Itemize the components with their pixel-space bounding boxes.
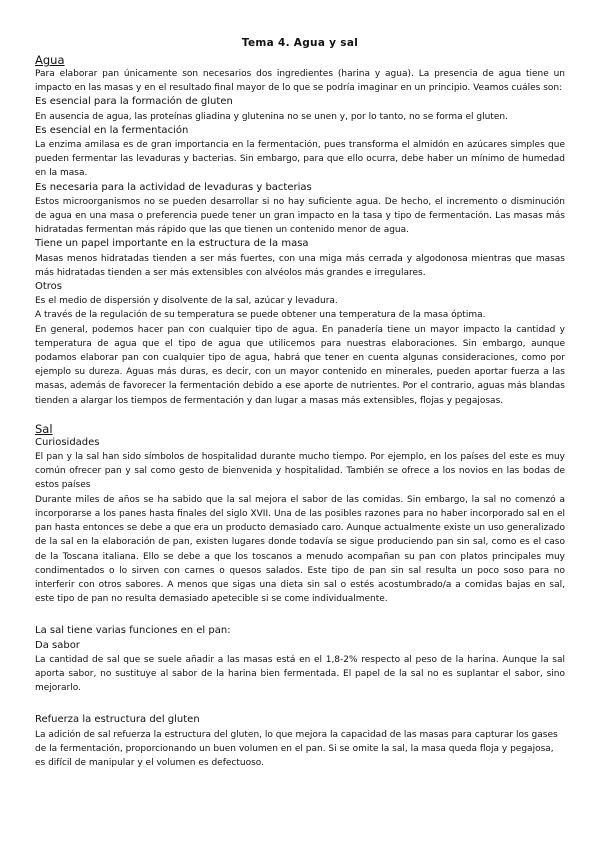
section-heading-sal: Sal — [35, 421, 53, 436]
subheading-fermentacion: Es esencial en la fermentación — [35, 124, 189, 136]
spacer — [35, 695, 565, 713]
document-page — [35, 36, 565, 770]
page-title: Tema 4. Agua y sal — [241, 37, 359, 49]
funciones-intro: La sal tiene varias funciones en el pan: — [35, 625, 231, 637]
subheading-estructura: Tiene un papel importante en la estructura de la masa — [35, 238, 309, 250]
subheading-sabor: Da sabor — [35, 639, 80, 651]
agua-intro: Para elaborar pan únicamente son necesarios dos ingredientes (harina y agua). La presencia de agua tiene un impacto en las masas y en el resultado final mayor de lo que se podría imaginar en un principio. Veamos cuáles son: — [35, 69, 565, 94]
paragraph: Masas menos hidratadas tienden a ser más fuertes, con una miga más cerrada y algodonosa mientras que masas más hidratadas tienden a ser más extensibles con alvéolos más grandes e irregulares. — [35, 253, 565, 278]
paragraph: En general, podemos hacer pan con cualquier tipo de agua. En panadería tiene un mayor impacto la cantidad y temperatura de agua que el tipo de agua que utilicemos para nuestras elaboraciones. Sin embargo, aunque podamos elaborar pan con cualquier tipo de agua, habrá que tener en cuenta algunas consideraciones, como por ejemplo su dureza. Aguas más duras, es decir, con un mayor contenido en minerales, pueden aportar fuerza a las masas, además de favorecer la fermentación debido a ese aporte de nutrientes. Por el contrario, aguas más blandas tienden a alargar los tiempos de fermentación y dan lugar a masas más extensibles, flojas y pegajosas. — [35, 324, 565, 406]
subheading-curiosidades: Curiosidades — [35, 436, 100, 448]
subheading-levaduras: Es necesaria para la actividad de levaduras y bacterias — [35, 181, 312, 193]
subheading-otros: Otros — [35, 281, 63, 293]
paragraph: La adición de sal refuerza la estructura del gluten, lo que mejora la capacidad de las masas para capturar los gases de la fermentación, proporcionando un buen volumen en el pan. Si se omite la sal, la masa queda floja y pegajosa, es difícil de manipular y el volumen es defectuoso. — [35, 729, 558, 768]
section-heading-agua: Agua — [35, 53, 65, 67]
paragraph: El pan y la sal han sido símbolos de hospitalidad durante mucho tiempo. Por ejemplo, en los países del este es muy común ofrecer pan y sal como gesto de bienvenida y hospitalidad. También se ofrece a los novios en las bodas de estos países — [35, 452, 565, 491]
paragraph: La enzima amilasa es de gran importancia en la fermentación, pues transforma el almidón en azúcares simples que pueden fermentar las levaduras y bacterias. Sin embargo, para que ello ocurra, debe haber un mínimo de humedad en la masa. — [35, 140, 565, 179]
paragraph: En ausencia de agua, las proteínas gliadina y glutenina no se unen y, por lo tanto, no se forma el gluten. — [35, 111, 508, 122]
spacer — [35, 606, 565, 624]
paragraph: A través de la regulación de su temperatura se puede obtener una temperatura de la masa óptima. — [35, 310, 486, 321]
subheading-gluten: Es esencial para la formación de gluten — [35, 96, 233, 108]
paragraph: La cantidad de sal que se suele añadir a las masas está en el 1,8-2% respecto al peso de la harina. Aunque la sal aporta sabor, no sustituye al sabor de la harina bien fermentada. El papel de la sal no es suplantar el sabor, sino mejorarlo. — [35, 654, 565, 694]
paragraph: Estos microorganismos no se pueden desarrollar si no hay suficiente agua. De hecho, el incremento o disminución de agua en una masa o preferencia puede tener un gran impacto en la tasa y tipo de fermentación. Las masas más hidratadas fermentan más rápido que las que tienen un contenido menor de agua. — [35, 196, 565, 236]
paragraph: Es el medio de dispersión y disolvente de la sal, azúcar y levadura. — [35, 296, 338, 307]
paragraph: Durante miles de años se ha sabido que la sal mejora el sabor de las comidas. Sin embargo, la sal no comenzó a incorporarse a los panes hasta finales del siglo XVII. Una de las posibles razones para no haber incorporado sal en el pan hasta entonces se debe a que era un producto demasiado caro. Aunque actualmente existe un uso generalizado de la sal en la elaboración de pan, existen lugares donde todavía se sigue produciendo pan sin sal, como es el caso de la Toscana italiana. Ello se debe a que los toscanos a menudo acompañan su pan con platos principales muy condimentados o lo sirven con carnes o quesos salados. Este tipo de pan sin sal resulta un poco soso para no interferir con otros sabores. A menos que sigas una dieta sin sal o estés acostumbrado/a a comidas bajas en sal, este tipo de pan no resulta demasiado apetecible si se come individualmente. — [35, 494, 565, 605]
spacer — [35, 408, 565, 422]
subheading-refuerza-gluten: Refuerza la estructura del gluten — [35, 714, 200, 726]
